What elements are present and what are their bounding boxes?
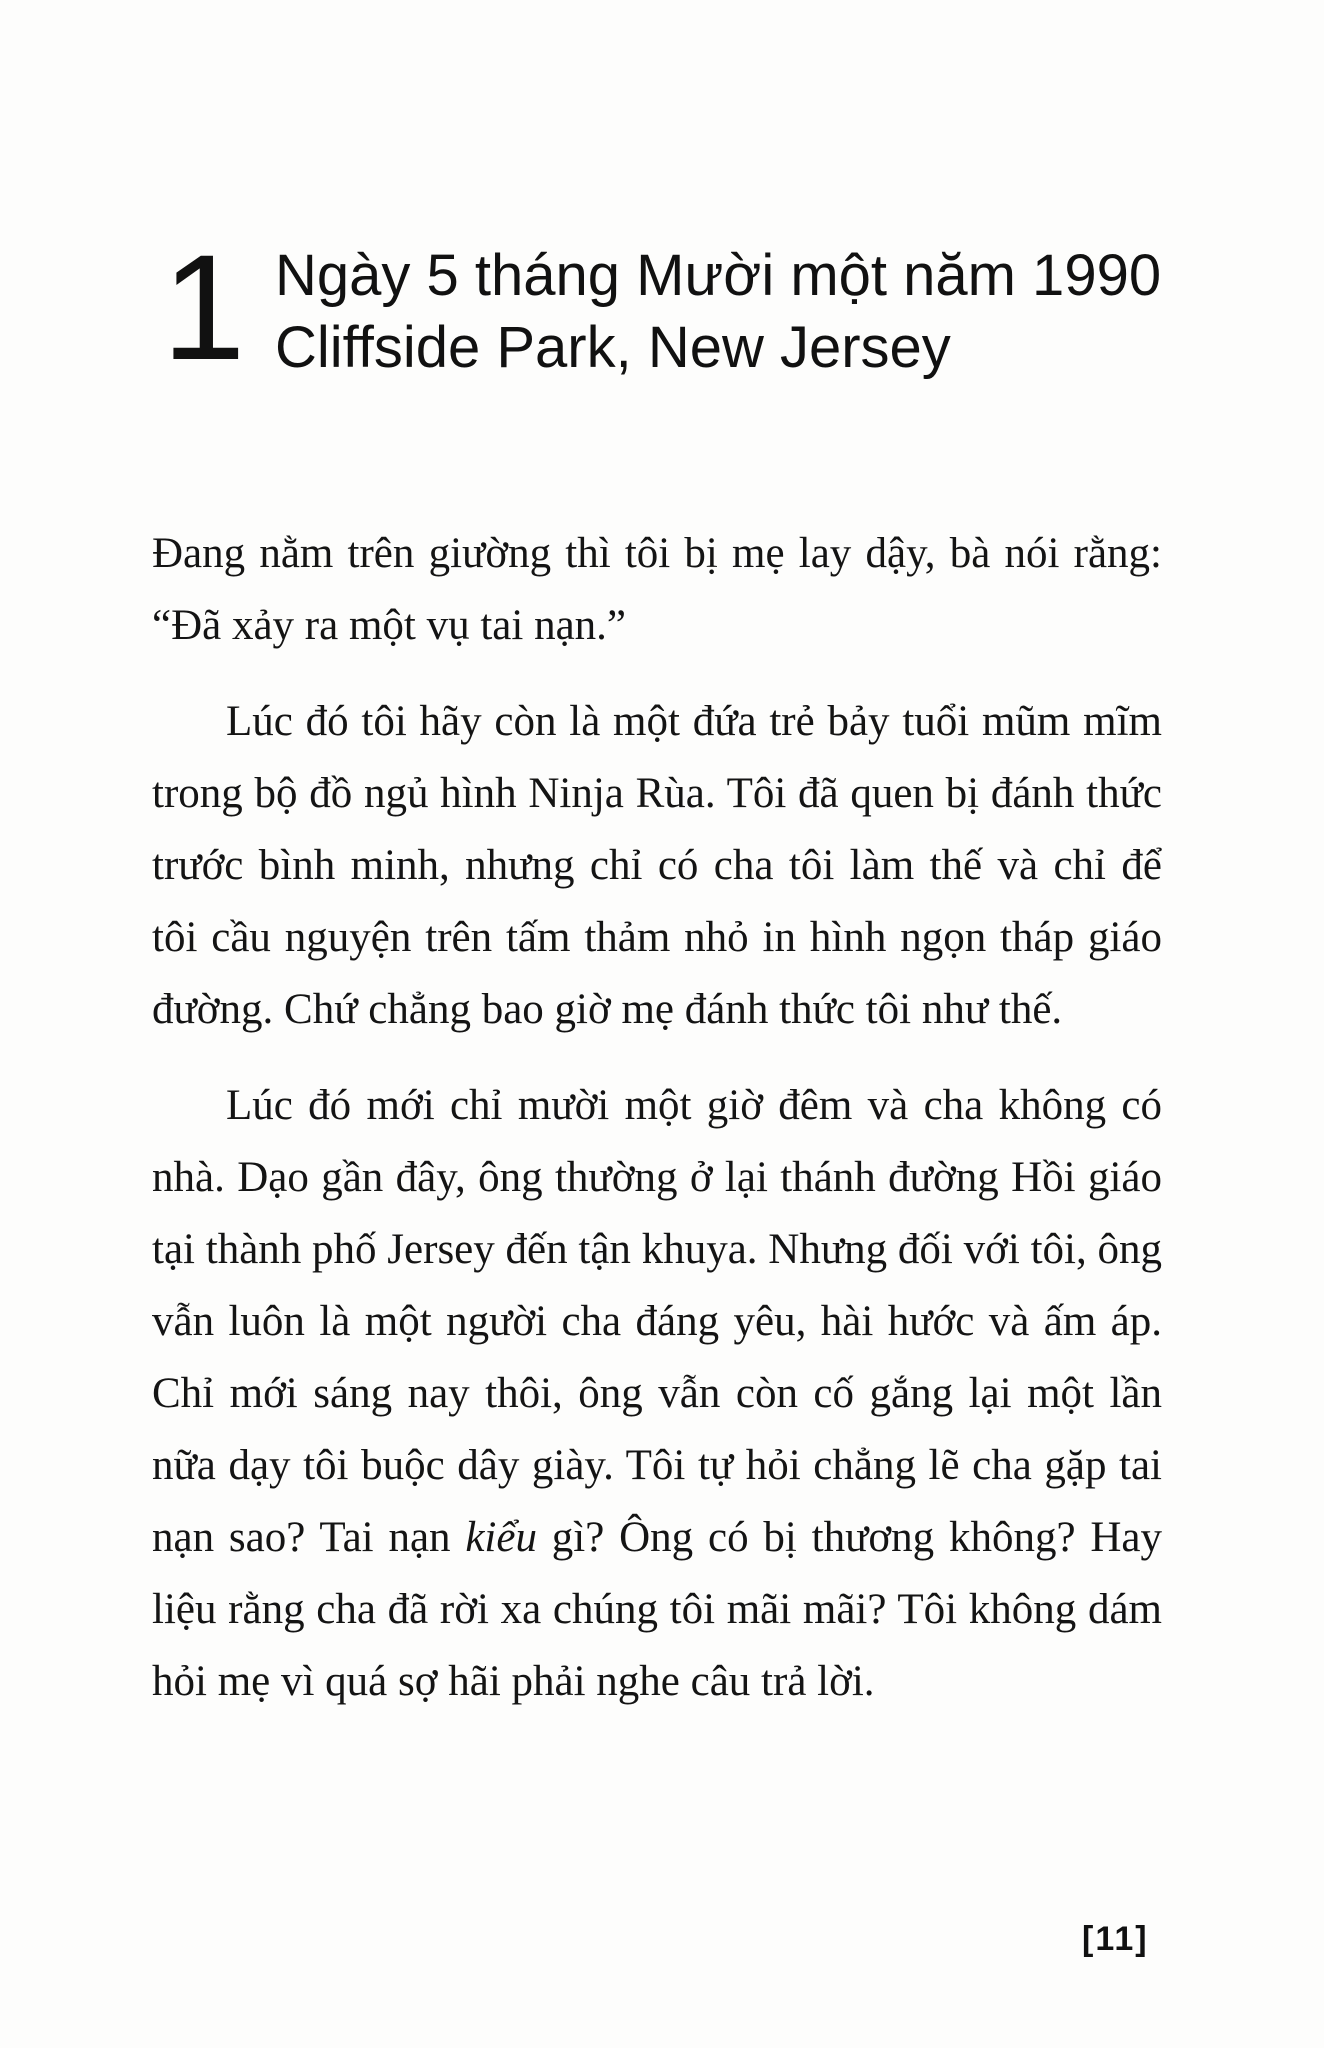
paragraph-three xyxy=(152,1070,1162,1718)
chapter-title xyxy=(275,240,1161,384)
chapter-place-line: Cliffside Park, New Jersey xyxy=(275,315,951,380)
paragraph-opening: Đang nằm trên giường thì tôi bị mẹ lay dậy, bà nói rằng: “Đã xảy ra một vụ tai nạn.” xyxy=(152,530,1162,649)
paragraph-two: Lúc đó tôi hãy còn là một đứa trẻ bảy tuổi mũm mĩm trong bộ đồ ngủ hình Ninja Rùa. Tôi đã quen bị đánh thức trước bình minh, nhưng chỉ có cha tôi làm thế và chỉ để tôi cầu nguyện trên tấm thảm nhỏ in hình ngọn tháp giáo đường. Chứ chẳng bao giờ mẹ đánh thức tôi như thế. xyxy=(152,698,1162,1033)
chapter-number: 1 xyxy=(162,223,242,391)
chapter-body xyxy=(152,518,1162,1718)
emphasized-word: kiểu xyxy=(465,1514,537,1561)
paragraph-three-part2: gì? Ông có bị thương không? Hay liệu rằng cha đã rời xa chúng tôi mãi mãi? Tôi không dám hỏi mẹ vì quá sợ hãi phải nghe câu trả lời. xyxy=(152,1514,1162,1705)
page-number: [11] xyxy=(1082,1920,1149,1958)
paragraph-three-part1: Lúc đó mới chỉ mười một giờ đêm và cha không có nhà. Dạo gần đây, ông thường ở lại thánh đường Hồi giáo tại thành phố Jersey đến tận khuya. Nhưng đối với tôi, ông vẫn luôn là một người cha đáng yêu, hài hước và ấm áp. Chỉ mới sáng nay thôi, ông vẫn còn cố gắng lại một lần nữa dạy tôi buộc dây giày. Tôi tự hỏi chẳng lẽ cha gặp tai nạn sao? Tai nạn xyxy=(152,1082,1162,1561)
chapter-header xyxy=(162,223,1242,391)
chapter-date-line: Ngày 5 tháng Mười một năm 1990 xyxy=(275,243,1162,308)
